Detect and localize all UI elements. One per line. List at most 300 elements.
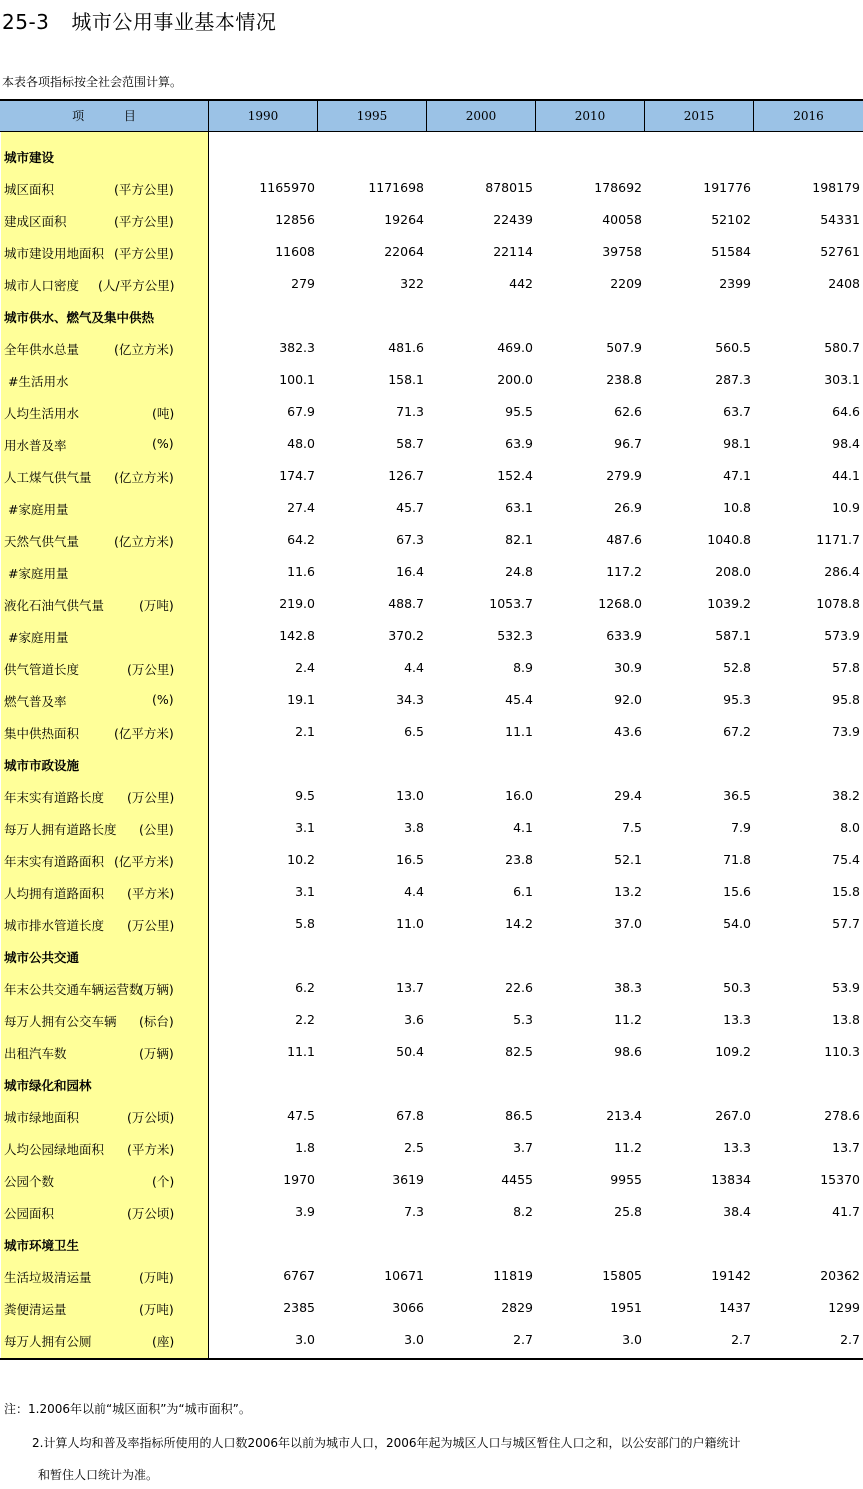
- cell-value: 50.4: [396, 1044, 424, 1059]
- cell-value: 279.9: [606, 468, 642, 483]
- cell-value: 507.9: [606, 340, 642, 355]
- cell-value: 4.4: [404, 660, 424, 675]
- cell-value: 2.7: [513, 1332, 533, 1347]
- section-row: [0, 139, 863, 171]
- cell-value: 13834: [711, 1172, 751, 1187]
- cell-value: 11.2: [614, 1140, 642, 1155]
- table-row: [0, 427, 863, 459]
- table-header: [0, 101, 863, 131]
- table-row: [0, 1163, 863, 1195]
- row-label: 年末实有道路面积: [4, 854, 105, 869]
- cell-value: 303.1: [824, 372, 860, 387]
- row-unit: (万公顷): [127, 1206, 175, 1221]
- cell-value: 469.0: [497, 340, 533, 355]
- cell-value: 488.7: [388, 596, 424, 611]
- cell-value: 15805: [602, 1268, 642, 1283]
- cell-value: 96.7: [614, 436, 642, 451]
- table-row: [0, 459, 863, 491]
- table-row: [0, 971, 863, 1003]
- cell-value: 62.6: [614, 404, 642, 419]
- cell-value: 487.6: [606, 532, 642, 547]
- header-year: 1990: [209, 101, 318, 131]
- row-label: 人均拥有道路面积: [4, 886, 105, 901]
- row-label: 城市建设用地面积: [4, 246, 105, 261]
- cell-value: 1951: [610, 1300, 642, 1315]
- cell-value: 22439: [493, 212, 533, 227]
- cell-value: 24.8: [505, 564, 533, 579]
- cell-value: 1078.8: [816, 596, 860, 611]
- cell-value: 1.8: [295, 1140, 315, 1155]
- row-label: 生活垃圾清运量: [4, 1270, 92, 1285]
- row-unit: (亿平方米): [114, 854, 174, 869]
- cell-value: 10671: [384, 1268, 424, 1283]
- cell-value: 39758: [602, 244, 642, 259]
- cell-value: 4455: [501, 1172, 533, 1187]
- cell-value: 142.8: [279, 628, 315, 643]
- table-row: [0, 587, 863, 619]
- cell-value: 1970: [283, 1172, 315, 1187]
- cell-value: 10.8: [723, 500, 751, 515]
- cell-value: 370.2: [388, 628, 424, 643]
- cell-value: 3.8: [404, 820, 424, 835]
- row-unit: (万吨): [139, 598, 174, 613]
- cell-value: 16.5: [396, 852, 424, 867]
- cell-value: 1039.2: [707, 596, 751, 611]
- table-row: [0, 1131, 863, 1163]
- cell-value: 213.4: [606, 1108, 642, 1123]
- cell-value: 73.9: [832, 724, 860, 739]
- cell-value: 38.2: [832, 788, 860, 803]
- row-label: 公园个数: [4, 1174, 55, 1189]
- cell-value: 11.1: [505, 724, 533, 739]
- row-unit: (万公里): [127, 662, 175, 677]
- cell-value: 40058: [602, 212, 642, 227]
- cell-value: 75.4: [832, 852, 860, 867]
- cell-value: 11608: [275, 244, 315, 259]
- table-row: [0, 811, 863, 843]
- table-row: [0, 267, 863, 299]
- cell-value: 3.0: [295, 1332, 315, 1347]
- bottom-rule: [0, 1358, 863, 1360]
- table-row: [0, 715, 863, 747]
- cell-value: 20362: [820, 1268, 860, 1283]
- cell-value: 67.8: [396, 1108, 424, 1123]
- cell-value: 45.4: [505, 692, 533, 707]
- section-label: 城市市政设施: [4, 758, 80, 773]
- row-unit: (亿立方米): [114, 342, 174, 357]
- cell-value: 15370: [820, 1172, 860, 1187]
- cell-value: 54.0: [723, 916, 751, 931]
- cell-value: 3.0: [622, 1332, 642, 1347]
- row-unit: (平方公里): [114, 214, 174, 229]
- cell-value: 2408: [828, 276, 860, 291]
- row-label: 粪便清运量: [4, 1302, 67, 1317]
- cell-value: 481.6: [388, 340, 424, 355]
- cell-value: 7.3: [404, 1204, 424, 1219]
- footnote: 和暂住人口统计为准。: [38, 1468, 159, 1482]
- table-row: [0, 683, 863, 715]
- row-unit: (万吨): [139, 1270, 174, 1285]
- cell-value: 51584: [711, 244, 751, 259]
- table-row: [0, 203, 863, 235]
- cell-value: 3.1: [295, 820, 315, 835]
- header-year: 2015: [645, 101, 754, 131]
- table-row: [0, 651, 863, 683]
- cell-value: 633.9: [606, 628, 642, 643]
- cell-value: 16.0: [505, 788, 533, 803]
- table-number: 25-3: [2, 10, 50, 34]
- table-row: [0, 875, 863, 907]
- cell-value: 322: [400, 276, 424, 291]
- cell-value: 30.9: [614, 660, 642, 675]
- cell-value: 14.2: [505, 916, 533, 931]
- cell-value: 2.2: [295, 1012, 315, 1027]
- cell-value: 110.3: [824, 1044, 860, 1059]
- cell-value: 1171.7: [816, 532, 860, 547]
- cell-value: 6.2: [295, 980, 315, 995]
- row-unit: (平方米): [127, 886, 175, 901]
- cell-value: 532.3: [497, 628, 533, 643]
- table-row: [0, 779, 863, 811]
- table-row: [0, 843, 863, 875]
- row-unit: (公里): [139, 822, 174, 837]
- cell-value: 7.9: [731, 820, 751, 835]
- cell-value: 13.7: [396, 980, 424, 995]
- cell-value: 16.4: [396, 564, 424, 579]
- cell-value: 198179: [812, 180, 860, 195]
- cell-value: 98.6: [614, 1044, 642, 1059]
- row-label: 城市绿地面积: [4, 1110, 80, 1125]
- cell-value: 45.7: [396, 500, 424, 515]
- table-row: [0, 907, 863, 939]
- section-row: [0, 1067, 863, 1099]
- cell-value: 86.5: [505, 1108, 533, 1123]
- row-unit: (平方公里): [114, 246, 174, 261]
- cell-value: 44.1: [832, 468, 860, 483]
- row-label: #家庭用量: [4, 630, 69, 645]
- table-row: [0, 491, 863, 523]
- table-row: [0, 555, 863, 587]
- row-unit: (亿平方米): [114, 726, 174, 741]
- cell-value: 47.1: [723, 468, 751, 483]
- cell-value: 41.7: [832, 1204, 860, 1219]
- cell-value: 6.1: [513, 884, 533, 899]
- cell-value: 95.8: [832, 692, 860, 707]
- table-row: [0, 1323, 863, 1355]
- cell-value: 2.7: [840, 1332, 860, 1347]
- table-row: [0, 619, 863, 651]
- cell-value: 6767: [283, 1268, 315, 1283]
- row-unit: (个): [152, 1174, 175, 1189]
- cell-value: 10.9: [832, 500, 860, 515]
- row-unit: (万公里): [127, 918, 175, 933]
- row-unit: (万辆): [139, 982, 174, 997]
- table-row: [0, 1195, 863, 1227]
- row-label: 人工煤气供气量: [4, 470, 92, 485]
- cell-value: 2.4: [295, 660, 315, 675]
- cell-value: 3619: [392, 1172, 424, 1187]
- table-row: [0, 363, 863, 395]
- footnote: 注：1.2006年以前“城区面积”为“城市面积”。: [4, 1402, 251, 1416]
- header-year: 2010: [536, 101, 645, 131]
- section-row: [0, 1227, 863, 1259]
- table-row: [0, 331, 863, 363]
- row-unit: (人/平方公里): [98, 278, 175, 293]
- cell-value: 3066: [392, 1300, 424, 1315]
- cell-value: 8.9: [513, 660, 533, 675]
- cell-value: 22114: [493, 244, 533, 259]
- cell-value: 3.6: [404, 1012, 424, 1027]
- cell-value: 92.0: [614, 692, 642, 707]
- cell-value: 64.2: [287, 532, 315, 547]
- cell-value: 13.8: [832, 1012, 860, 1027]
- cell-value: 13.7: [832, 1140, 860, 1155]
- cell-value: 580.7: [824, 340, 860, 355]
- cell-value: 2385: [283, 1300, 315, 1315]
- cell-value: 23.8: [505, 852, 533, 867]
- cell-value: 95.3: [723, 692, 751, 707]
- row-label: 每万人拥有道路长度: [4, 822, 117, 837]
- cell-value: 2209: [610, 276, 642, 291]
- cell-value: 238.8: [606, 372, 642, 387]
- row-label: 人均公园绿地面积: [4, 1142, 105, 1157]
- cell-value: 67.9: [287, 404, 315, 419]
- cell-value: 117.2: [606, 564, 642, 579]
- cell-value: 7.5: [622, 820, 642, 835]
- table-row: [0, 1259, 863, 1291]
- row-label: 集中供热面积: [4, 726, 80, 741]
- cell-value: 1040.8: [707, 532, 751, 547]
- row-unit: (吨): [152, 406, 175, 421]
- table-row: [0, 395, 863, 427]
- header-year: 2016: [754, 101, 863, 131]
- table-row: [0, 1291, 863, 1323]
- cell-value: 126.7: [388, 468, 424, 483]
- cell-value: 278.6: [824, 1108, 860, 1123]
- cell-value: 12856: [275, 212, 315, 227]
- cell-value: 109.2: [715, 1044, 751, 1059]
- cell-value: 100.1: [279, 372, 315, 387]
- table-body: [0, 139, 863, 1355]
- cell-value: 37.0: [614, 916, 642, 931]
- section-row: [0, 939, 863, 971]
- cell-value: 29.4: [614, 788, 642, 803]
- cell-value: 11.0: [396, 916, 424, 931]
- cell-value: 3.1: [295, 884, 315, 899]
- cell-value: 98.1: [723, 436, 751, 451]
- cell-value: 82.1: [505, 532, 533, 547]
- row-label: 年末实有道路长度: [4, 790, 105, 805]
- cell-value: 25.8: [614, 1204, 642, 1219]
- cell-value: 19.1: [287, 692, 315, 707]
- section-label: 城市建设: [4, 150, 55, 165]
- cell-value: 15.8: [832, 884, 860, 899]
- cell-value: 2399: [719, 276, 751, 291]
- cell-value: 43.6: [614, 724, 642, 739]
- cell-value: 4.4: [404, 884, 424, 899]
- cell-value: 57.8: [832, 660, 860, 675]
- row-unit: (亿立方米): [114, 534, 174, 549]
- cell-value: 50.3: [723, 980, 751, 995]
- row-label: 建成区面积: [4, 214, 67, 229]
- section-row: [0, 299, 863, 331]
- row-unit: (万公顷): [127, 1110, 175, 1125]
- cell-value: 208.0: [715, 564, 751, 579]
- cell-value: 4.1: [513, 820, 533, 835]
- row-label: 燃气普及率: [4, 694, 67, 709]
- cell-value: 63.9: [505, 436, 533, 451]
- cell-value: 11819: [493, 1268, 533, 1283]
- footnote: 2.计算人均和普及率指标所使用的人口数2006年以前为城市人口，2006年起为城区人口与城区暂住人口之和，以公安部门的户籍统计: [32, 1436, 741, 1450]
- row-unit: (%): [152, 692, 174, 707]
- cell-value: 9.5: [295, 788, 315, 803]
- cell-value: 34.3: [396, 692, 424, 707]
- row-label: 供气管道长度: [4, 662, 80, 677]
- cell-value: 174.7: [279, 468, 315, 483]
- cell-value: 10.2: [287, 852, 315, 867]
- cell-value: 13.3: [723, 1140, 751, 1155]
- header-rule: [0, 131, 863, 132]
- section-label: 城市供水、燃气及集中供热: [4, 310, 155, 325]
- section-label: 城市公共交通: [4, 950, 80, 965]
- row-label: 液化石油气供气量: [4, 598, 105, 613]
- cell-value: 22.6: [505, 980, 533, 995]
- cell-value: 382.3: [279, 340, 315, 355]
- cell-value: 287.3: [715, 372, 751, 387]
- row-unit: (座): [152, 1334, 175, 1349]
- cell-value: 71.3: [396, 404, 424, 419]
- header-item: 项 目: [0, 101, 209, 131]
- cell-value: 158.1: [388, 372, 424, 387]
- cell-value: 878015: [485, 180, 533, 195]
- row-label: 年末公共交通车辆运营数: [4, 982, 142, 997]
- table-subtitle: 本表各项指标按全社会范围计算。: [2, 75, 183, 89]
- cell-value: 2829: [501, 1300, 533, 1315]
- row-unit: (平方米): [127, 1142, 175, 1157]
- cell-value: 38.3: [614, 980, 642, 995]
- table-row: [0, 523, 863, 555]
- row-label: 出租汽车数: [4, 1046, 67, 1061]
- cell-value: 52.8: [723, 660, 751, 675]
- cell-value: 63.7: [723, 404, 751, 419]
- cell-value: 52102: [711, 212, 751, 227]
- cell-value: 67.2: [723, 724, 751, 739]
- cell-value: 200.0: [497, 372, 533, 387]
- cell-value: 573.9: [824, 628, 860, 643]
- cell-value: 13.3: [723, 1012, 751, 1027]
- cell-value: 15.6: [723, 884, 751, 899]
- row-label: 每万人拥有公厕: [4, 1334, 92, 1349]
- cell-value: 3.7: [513, 1140, 533, 1155]
- cell-value: 53.9: [832, 980, 860, 995]
- header-year: 1995: [318, 101, 427, 131]
- cell-value: 22064: [384, 244, 424, 259]
- row-label: 公园面积: [4, 1206, 55, 1221]
- cell-value: 191776: [703, 180, 751, 195]
- cell-value: 442: [509, 276, 533, 291]
- cell-value: 95.5: [505, 404, 533, 419]
- cell-value: 587.1: [715, 628, 751, 643]
- cell-value: 54331: [820, 212, 860, 227]
- cell-value: 1299: [828, 1300, 860, 1315]
- cell-value: 47.5: [287, 1108, 315, 1123]
- cell-value: 1053.7: [489, 596, 533, 611]
- cell-value: 2.1: [295, 724, 315, 739]
- cell-value: 64.6: [832, 404, 860, 419]
- header-year: 2000: [427, 101, 536, 131]
- cell-value: 2.7: [731, 1332, 751, 1347]
- cell-value: 1171698: [368, 180, 424, 195]
- cell-value: 26.9: [614, 500, 642, 515]
- cell-value: 8.0: [840, 820, 860, 835]
- cell-value: 1437: [719, 1300, 751, 1315]
- row-label: 人均生活用水: [4, 406, 80, 421]
- cell-value: 3.0: [404, 1332, 424, 1347]
- cell-value: 178692: [594, 180, 642, 195]
- cell-value: 71.8: [723, 852, 751, 867]
- cell-value: 8.2: [513, 1204, 533, 1219]
- row-unit: (标台): [139, 1014, 174, 1029]
- cell-value: 38.4: [723, 1204, 751, 1219]
- cell-value: 279: [291, 276, 315, 291]
- cell-value: 13.2: [614, 884, 642, 899]
- row-label: 城市排水管道长度: [4, 918, 105, 933]
- table-row: [0, 1003, 863, 1035]
- cell-value: 5.8: [295, 916, 315, 931]
- cell-value: 1268.0: [598, 596, 642, 611]
- table-row: [0, 1035, 863, 1067]
- section-label: 城市绿化和园林: [4, 1078, 92, 1093]
- cell-value: 2.5: [404, 1140, 424, 1155]
- cell-value: 67.3: [396, 532, 424, 547]
- row-label: 用水普及率: [4, 438, 67, 453]
- cell-value: 27.4: [287, 500, 315, 515]
- row-unit: (万吨): [139, 1302, 174, 1317]
- cell-value: 1165970: [259, 180, 315, 195]
- cell-value: 152.4: [497, 468, 533, 483]
- row-unit: (万辆): [139, 1046, 174, 1061]
- row-label: 天然气供气量: [4, 534, 80, 549]
- cell-value: 36.5: [723, 788, 751, 803]
- cell-value: 11.2: [614, 1012, 642, 1027]
- cell-value: 286.4: [824, 564, 860, 579]
- row-label: 全年供水总量: [4, 342, 80, 357]
- row-unit: (万公里): [127, 790, 175, 805]
- row-label: 每万人拥有公交车辆: [4, 1014, 117, 1029]
- row-unit: (%): [152, 436, 174, 451]
- cell-value: 560.5: [715, 340, 751, 355]
- cell-value: 3.9: [295, 1204, 315, 1219]
- cell-value: 6.5: [404, 724, 424, 739]
- cell-value: 57.7: [832, 916, 860, 931]
- cell-value: 13.0: [396, 788, 424, 803]
- row-label: 城市人口密度: [4, 278, 80, 293]
- cell-value: 52761: [820, 244, 860, 259]
- row-label: 城区面积: [4, 182, 55, 197]
- cell-value: 267.0: [715, 1108, 751, 1123]
- cell-value: 63.1: [505, 500, 533, 515]
- row-label: #生活用水: [4, 374, 69, 389]
- cell-value: 19264: [384, 212, 424, 227]
- table-row: [0, 235, 863, 267]
- table-row: [0, 171, 863, 203]
- cell-value: 48.0: [287, 436, 315, 451]
- row-unit: (亿立方米): [114, 470, 174, 485]
- cell-value: 52.1: [614, 852, 642, 867]
- cell-value: 5.3: [513, 1012, 533, 1027]
- row-label: #家庭用量: [4, 566, 69, 581]
- table-row: [0, 1099, 863, 1131]
